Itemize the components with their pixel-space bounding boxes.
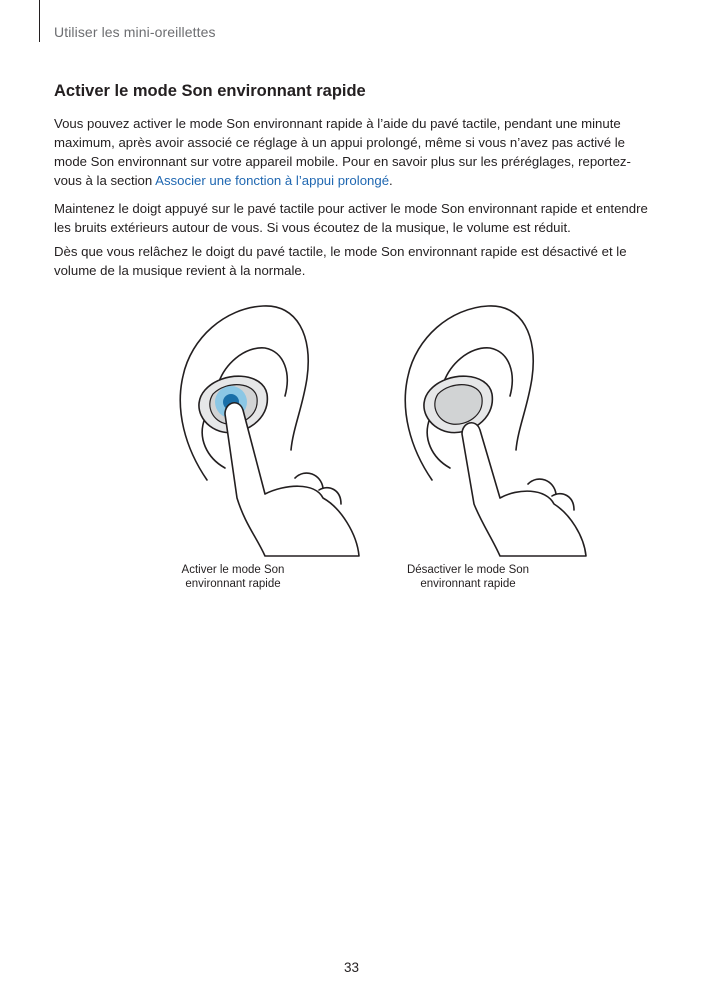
- page-number: 33: [343, 960, 360, 975]
- earbud: [424, 376, 492, 432]
- intro-paragraph: [54, 114, 654, 190]
- running-header: Utiliser les mini-oreillettes: [54, 24, 216, 40]
- activate-caption-line-2: environnant rapide: [185, 578, 281, 590]
- release-instructions-paragraph: Dès que vous relâchez le doigt du pavé tactile, le mode Son environnant rapide est désactivé et le volume de la musique revient à la normale.: [54, 244, 627, 278]
- intro-text: Vous pouvez activer le mode Son environnant rapide à l’aide du pavé tactile, pendant une minute maximum, après avoir associé ce réglage à un appui prolongé, même si vous n’avez pas activé le mode Son environnant sur votre appareil mobile. Pour en savoir plus sur les préréglages, reportez-vous à la section: [54, 116, 631, 188]
- hold-instructions-paragraph: Maintenez le doigt appuyé sur le pavé tactile pour activer le mode Son environnant rapide et entendre les bruits extérieurs autour de vous. Si vous écoutez de la musique, le volume est réduit.: [54, 201, 648, 235]
- activate-caption-line-1: Activer le mode Son: [181, 564, 285, 576]
- section-title: Activer le mode Son environnant rapide: [54, 82, 366, 100]
- deactivate-ambient-illustration: [370, 298, 610, 558]
- page-edge-marker: [39, 0, 40, 42]
- deactivate-caption-line-1: Désactiver le mode Son: [406, 564, 530, 576]
- released-finger: [462, 423, 586, 556]
- activate-caption: [138, 563, 328, 591]
- deactivate-caption-line-2: environnant rapide: [420, 578, 516, 590]
- assign-long-press-link[interactable]: Associer une fonction à l’appui prolongé: [155, 173, 390, 188]
- pressing-finger: [225, 403, 359, 556]
- intro-text-end: .: [389, 173, 393, 188]
- activate-ambient-illustration: [145, 298, 385, 558]
- deactivate-caption: [373, 563, 563, 591]
